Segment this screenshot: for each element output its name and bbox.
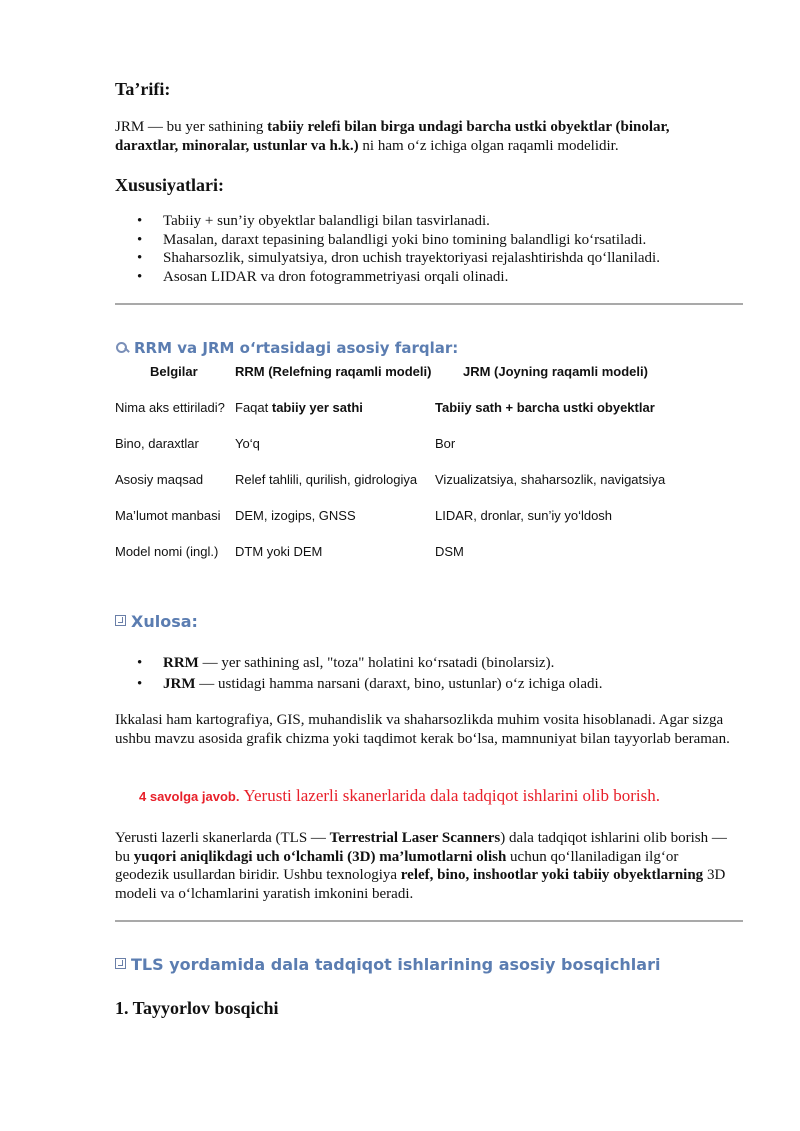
list-item: • JRM — ustidagi hamma narsani (daraxt, bino, ustunlar) o‘z ichiga oladi. [137,675,603,692]
tarifi-heading: Ta’rifi: [115,79,171,99]
table-cell: Ma’lumot manbasi [115,508,221,523]
comparison-table [115,364,665,580]
xulosa-paragraph: Ikkalasi ham kartografiya, GIS, muhandislik va shaharsozlikda muhim vosita hisoblanadi. Agar sizga ushbu mavzu asosida grafik chizma yoki taqdimot kerak bo‘lsa, mamnuniyat bilan tayyorlab beraman. [115,712,730,747]
table-cell: Relef tahlili, qurilish, gidrologiya [235,472,418,487]
column-header: JRM (Joyning raqamli modeli) [463,364,648,379]
checkbox-icon [115,958,126,969]
table-cell: Faqat tabiiy yer sathi [235,400,363,415]
column-header: RRM (Relefning raqamli modeli) [235,364,432,379]
xususiyatlari-list [115,212,735,286]
table-row [115,436,665,472]
table-row [115,508,665,544]
table-cell: Asosiy maqsad [115,472,204,487]
question-title: Yerusti lazerli skanerlarida dala tadqiqot ishlarini olib borish. [243,786,661,805]
table-cell: Yo‘q [235,436,260,451]
table-cell: Bor [435,436,456,451]
table-cell: LIDAR, dronlar, sun’iy yo‘ldosh [435,508,613,523]
table-row [115,544,665,580]
table-cell: DEM, izogips, GNSS [235,508,356,523]
xulosa-heading: Xulosa: [115,612,198,631]
list-item: • Masalan, daraxt tepasining balandligi yoki bino tomining balandligi ko‘rsatiladi. [137,231,647,248]
list-item: • Asosan LIDAR va dron fotogrammetriyasi orqali olinadi. [137,268,509,285]
table-cell: Tabiiy sath + barcha ustki obyektlar [435,400,655,415]
list-item: • Tabiiy + sun’iy obyektlar balandligi bilan tasvirlanadi. [137,213,490,229]
section-divider [115,920,743,922]
table-cell: Model nomi (ingl.) [115,544,219,559]
table-cell: Nima aks ettiriladi? [115,400,225,415]
checkbox-icon [115,615,126,626]
table-header-row [115,364,665,400]
magnifier-icon [115,341,131,354]
list-item: • Shaharsozlik, simulyatsiya, dron uchish trayektoriyasi rejalashtirishda qo‘llaniladi. [137,250,660,266]
tls-paragraph: Yerusti lazerli skanerlarda (TLS — Terrestrial Laser Scanners) dala tadqiqot ishlarini olib borish — bu yuqori aniqlikdagi uch o‘lchamli (3D) ma’lumotlarni olish uchun qo‘llaniladigan ilg‘or geodezik usullardan biridir. Ushbu texnologiya relef, bino, inshootlar yoki tabiiy obyektlarning 3D modeli va o‘lchamlarini yaratish imkonini beradi. [115,830,727,902]
tls-stages-heading: TLS yordamida dala tadqiqot ishlarining asosiy bosqichlari [115,955,660,974]
farqlar-heading: RRM va JRM o‘rtasidagi asosiy farqlar: [115,339,458,357]
column-header: Belgilar [150,364,198,379]
table-cell: Bino, daraxtlar [115,436,199,451]
xulosa-list [115,654,735,693]
table-cell: DTM yoki DEM [235,544,323,559]
tarifi-paragraph: JRM — bu yer sathining tabiiy relefi bilan birga undagi barcha ustki obyektlar (binolar, daraxtlar, minoralar, ustunlar va h.k.) ni ham o‘z ichiga olgan raqamli modelidir. [115,119,670,154]
table-row [115,472,665,508]
list-item: • RRM — yer sathining asl, "toza" holatini ko‘rsatadi (binolarsiz). [137,655,555,671]
table-cell: Vizualizatsiya, shaharsozlik, navigatsiya [435,472,666,487]
table-cell: DSM [435,544,464,559]
question-label: 4 savolga javob. [139,789,240,804]
section-divider [115,303,743,305]
question-4-title [139,786,660,806]
step-1-heading: 1. Tayyorlov bosqichi [115,998,279,1018]
xususiyatlari-heading: Xususiyatlari: [115,175,225,195]
table-row [115,400,665,436]
